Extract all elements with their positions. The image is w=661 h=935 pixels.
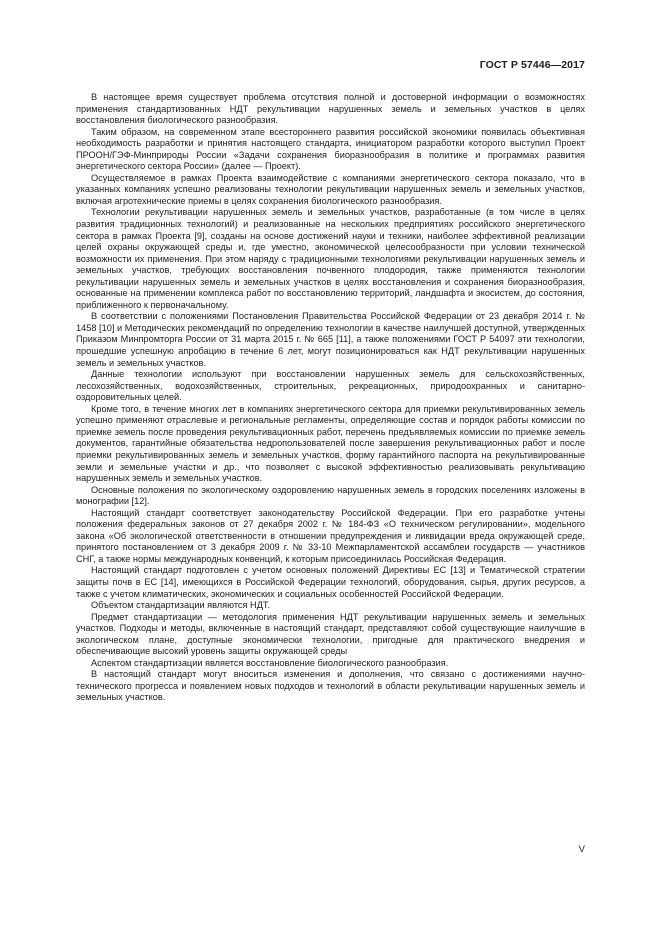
body-text xyxy=(76,92,585,704)
paragraph: Кроме того, в течение многих лет в компаниях энергетического сектора для приемки рекультивированных земель успешно применяют отраслевые и региональные регламенты, определяющие состав и порядок работы комиссии по приемке земель после проведения рекультивационных работ, перечень предъявляемых комиссии по приемке земель документов, гарантийные обязательства недропользователей после завершения рекультивационных работ и после приемки рекультивированных земель и земельных участков, форму гарантийного паспорта на рекультивированные земли и земельные участки и др., что позволяет с высокой эффективностью реализовывать рекультивацию нарушенных земель и земельных участков. xyxy=(76,403,585,484)
paragraph: В соответствии с положениями Постановления Правительства Российской Федерации от 23 декабря 2014 г. № 1458 [10] и Методических рекомендаций по определению технологии в качестве наилучшей доступной, утвержденных Приказом Минпромторга России от 31 марта 2015 г. № 665 [11], а также положениями ГОСТ Р 54097 эти технологии, прошедшие успешную апробацию в течение 6 лет, могут позиционироваться как НДТ рекультивации нарушенных земель и земельных участков. xyxy=(76,311,585,368)
paragraph: В настоящий стандарт могут вноситься изменения и дополнения, что связано с достижениями научно-технического прогресса и появлением новых подходов и технологий в области рекультивации нарушенных земель и земельных участков. xyxy=(76,669,585,703)
paragraph: Осуществляемое в рамках Проекта взаимодействие с компаниями энергетического сектора показало, что в указанных компаниях успешно реализованы технологии рекультивации нарушенных земель и земельных участков, включая агротехнические приемы в целях сохранения биологического разнообразия. xyxy=(76,172,585,206)
page-number: V xyxy=(578,844,585,855)
document-id: ГОСТ Р 57446—2017 xyxy=(479,59,585,71)
paragraph: Настоящий стандарт подготовлен с учетом основных положений Директивы ЕС [13] и Тематической стратегии защиты почв в ЕС [14], имеющихся в Российской Федерации технологий, оборудования, сырья, других ресурсов, а также с учетом климатических, экономических и социальных особенностей Российской Федерации. xyxy=(76,565,585,599)
paragraph: Данные технологии используют при восстановлении нарушенных земель для сельскохозяйственных, лесохозяйственных, водохозяйственных, строительных, рекреационных, природоохранных и санитарно-оздоровительных целей. xyxy=(76,369,585,403)
paragraph: Аспектом стандартизации является восстановление биологического разнообразия. xyxy=(91,657,449,668)
paragraph: В настоящее время существует проблема отсутствия полной и достоверной информации о возможностях применения стандартизованных НДТ рекультивации нарушенных земель и земельных участков в целях восстановления биологического разнообразия. xyxy=(76,92,585,126)
paragraph: Технологии рекультивации нарушенных земель и земельных участков, разработанные (в том числе в целях развития традиционных технологий) и реализованные на нескольких предприятиях российского энергетического сектора в рамках Проекта [9], созданы на основе достижений науки и техники, наиболее эффективной реализации целей охраны окружающей среды и, где уместно, экономической целесообразности при условии технической возможности их применения. При этом наряду с традиционными технологиями рекультивации нарушенных земель и земельных участков, требующих восстановления почвенного плодородия, также применяются технологии рекультивации нарушенных земель и земельных участков в целях восстановления и сохранения биоразнообразия, основанные на применении комплекса работ по восстановлению территорий, ландшафта и экосистем, до состояния, приближенного к первоначальному. xyxy=(76,207,585,310)
paragraph: Таким образом, на современном этапе всестороннего развития российской экономики появилась объективная необходимость разработки и принятия настоящего стандарта, инициатором разработки которого выступил Проект ПРООН/ГЭФ-Минприроды России «Задачи сохранения биоразнообразия в политике и программах развития энергетического сектора России» (далее — Проект). xyxy=(76,126,585,172)
paragraph: Объектом стандартизации являются НДТ. xyxy=(91,600,271,611)
paragraph: Настоящий стандарт соответствует законодательству Российской Федерации. При его разработке учтены положения федеральных законов от 27 декабря 2002 г. № 184-ФЗ «О техническом регулировании», модельного закона «Об экологической ответственности в отношении предупреждения и ликвидации вреда окружающей среде, принятого постановлением от 3 декабря 2009 г. № 33-10 Межпарламентской ассамблеи государств — участников СНГ, а также нормы международных конвенций, к которым присоединилась Российская Федерация. xyxy=(76,507,585,564)
paragraph: Предмет стандартизации — методология применения НДТ рекультивации нарушенных земель и земельных участков. Подходы и методы, включенные в настоящий стандарт, представляют собой существующие наилучшие в экологическом плане, доступные экономически технологии, пригодные для практического внедрения и обеспечивающие высокий уровень защиты окружающей среды xyxy=(76,611,585,657)
paragraph: Основные положения по экологическому оздоровлению нарушенных земель в городских поселениях изложены в монографии [12]. xyxy=(76,484,585,507)
